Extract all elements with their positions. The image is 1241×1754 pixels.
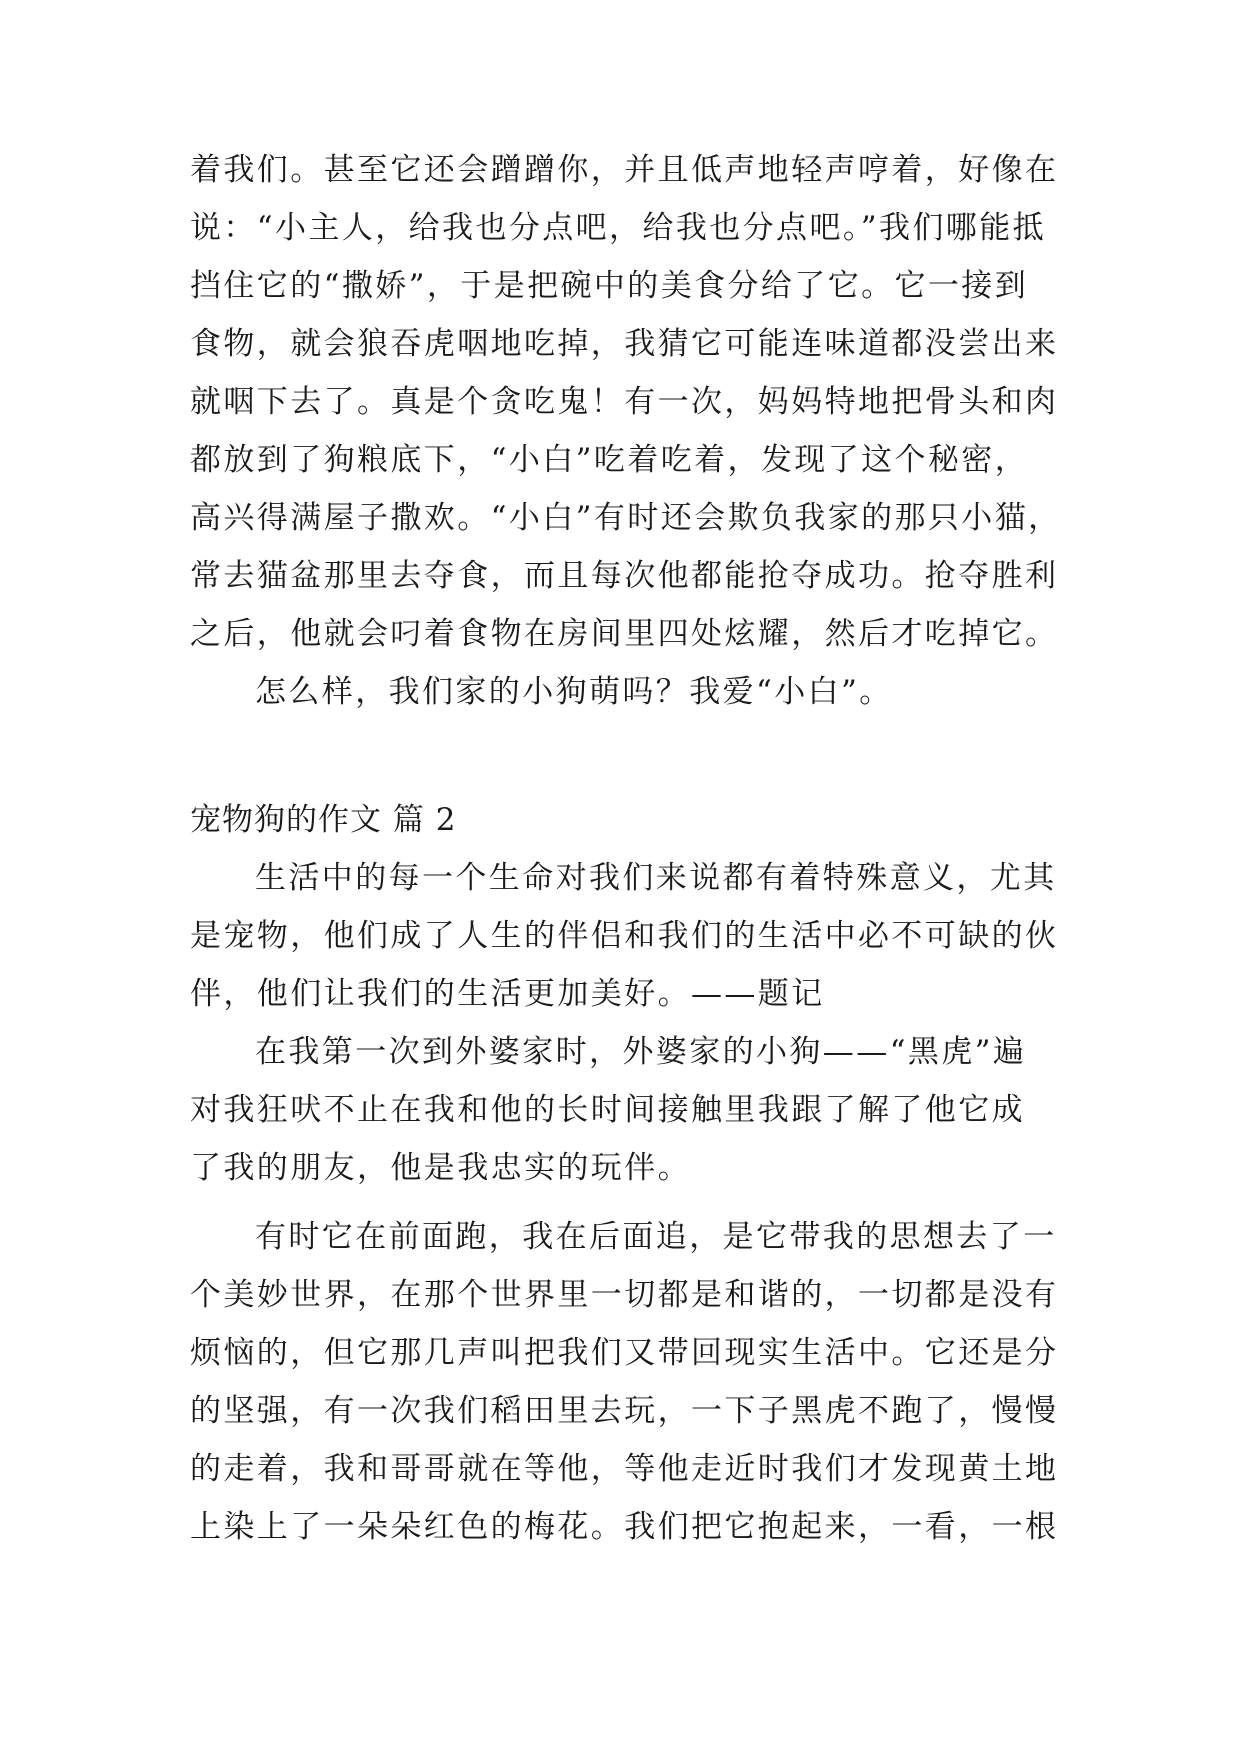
paragraph-line: 着我们。甚至它还会蹭蹭你，并且低声地轻声哼着，好像在 <box>190 152 1059 188</box>
paragraph-line: 伴，他们让我们的生活更加美好。——题记 <box>190 976 825 1012</box>
paragraph-line: 生活中的每一个生命对我们来说都有着特殊意义，尤其 <box>255 860 1057 896</box>
paragraph-line: 在我第一次到外婆家时，外婆家的小狗——“黑虎”遍 <box>255 1034 1027 1070</box>
paragraph-line: 说：“小主人，给我也分点吧，给我也分点吧。”我们哪能抵 <box>190 210 1046 246</box>
paragraph-line: 就咽下去了。真是个贪吃鬼！有一次，妈妈特地把骨头和肉 <box>190 384 1059 420</box>
closing-line: 怎么样，我们家的小狗萌吗？我爱“小白”。 <box>255 674 893 710</box>
paragraph-line: 之后，他就会叼着食物在房间里四处炫耀，然后才吃掉它。 <box>190 616 1059 652</box>
paragraph-line: 对我狂吠不止在我和他的长时间接触里我跟了解了他它成 <box>190 1092 1025 1128</box>
paragraph-line: 的坚强，有一次我们稻田里去玩，一下子黑虎不跑了，慢慢 <box>190 1393 1059 1429</box>
section-heading: 宠物狗的作文 篇 2 <box>190 802 457 838</box>
paragraph-line: 都放到了狗粮底下，“小白”吃着吃着，发现了这个秘密， <box>190 442 1029 478</box>
paragraph-line: 上染上了一朵朵红色的梅花。我们把它抱起来，一看，一根 <box>190 1509 1059 1545</box>
paragraph-line: 高兴得满屋子撒欢。“小白”有时还会欺负我家的那只小猫， <box>190 500 1062 536</box>
paragraph-line: 挡住它的“撒娇”，于是把碗中的美食分给了它。它一接到 <box>190 268 1029 304</box>
paragraph-line: 个美妙世界，在那个世界里一切都是和谐的，一切都是没有 <box>190 1277 1059 1313</box>
paragraph-line: 了我的朋友，他是我忠实的玩伴。 <box>190 1150 691 1186</box>
paragraph-line: 是宠物，他们成了人生的伴侣和我们的生活中必不可缺的伙 <box>190 918 1059 954</box>
paragraph-line: 的走着，我和哥哥就在等他，等他走近时我们才发现黄土地 <box>190 1451 1059 1487</box>
paragraph-line: 食物，就会狼吞虎咽地吃掉，我猜它可能连味道都没尝出来 <box>190 326 1059 362</box>
paragraph-line: 常去猫盆那里去夺食，而且每次他都能抢夺成功。抢夺胜利 <box>190 558 1059 594</box>
paragraph-line: 有时它在前面跑，我在后面追，是它带我的思想去了一 <box>255 1219 1057 1255</box>
paragraph-line: 烦恼的，但它那几声叫把我们又带回现实生活中。它还是分 <box>190 1335 1059 1371</box>
